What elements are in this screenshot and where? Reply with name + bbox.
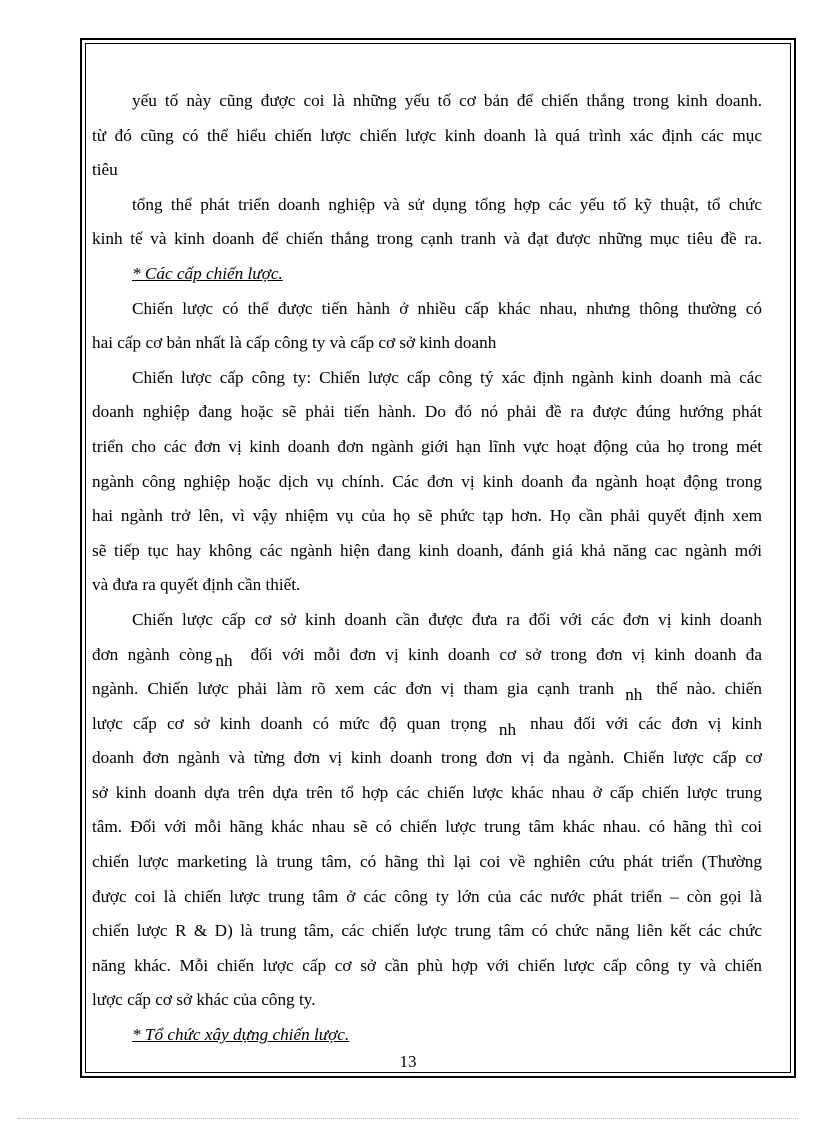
body-text [92, 84, 762, 1053]
text-fragment: nhau đối với các đơn vị kinh [530, 713, 762, 733]
text-line [92, 707, 762, 742]
text-line: Chiến lược cấp cơ sở kinh doanh cần được đưa ra đối với các đơn vị kinh doanh [132, 609, 762, 629]
text-fragment: đơn ngành còng [92, 644, 213, 664]
text-line: lược cấp cơ sở khác của công ty. [92, 990, 316, 1010]
text-line: yếu tố này cũng được coi là những yếu tố cơ bản để chiến thắng trong kinh doanh. [132, 91, 762, 110]
section-heading-build-text: * Tổ chức xây dựng chiến lược. [132, 1025, 350, 1045]
text-line: sẽ tiếp tục hay không các ngành hiện đang kinh doanh, đánh giá khả năng cac ngành mới [92, 540, 762, 560]
text-line: và đưa ra quyết định cần thiết. [92, 575, 301, 595]
text-fragment: thế nào. chiến [656, 679, 763, 699]
text-line: tâm. Đối với mỗi hãng khác nhau sẽ có chiến lược trung tâm khác nhau. có hãng thì coi [92, 817, 762, 837]
text-line: từ đó cũng có thể hiểu chiến lược chiến lược kinh doanh là quá trình xác định các mục [92, 125, 762, 145]
page-number: 13 [399, 1052, 417, 1071]
text-line: kinh tế và kinh doanh để chiến thắng trong cạnh tranh và đạt được những mục tiêu đề ra. [92, 229, 762, 249]
text-fragment: ngành. Chiến lược phải làm rõ xem các đơn vị tham gia cạnh tranh [92, 679, 615, 699]
text-line: tiêu [92, 160, 118, 180]
text-fragment: đối với mỗi đơn vị kinh doanh cơ sở trong đơn vị kinh doanh đa [250, 644, 762, 664]
text-line: sở kinh doanh dựa trên dựa trên tổ hợp các chiến lược khác nhau ở cấp chiến lược trung [92, 782, 762, 802]
text-line: ngành công nghiệp hoặc dịch vụ chính. Các đơn vị kinh doanh đa ngành hoạt động trong [92, 471, 762, 491]
text-line: hai cấp cơ bản nhất là cấp công ty và cấp cơ sở kinh doanh [92, 333, 497, 353]
text-line: triển cho các đơn vị kinh doanh đơn ngành giới hạn lĩnh vực hoạt động của họ trong mét [92, 436, 762, 456]
text-line: chiến lược marketing là trung tâm, có hãng thì lại coi về nghiên cứu phát triển (Thường [92, 852, 762, 872]
text-line [92, 672, 762, 707]
text-line: tổng thể phát triển doanh nghiệp và sử dụng tổng hợp các yếu tố kỹ thuật, tổ chức [132, 194, 762, 214]
text-line: Chiến lược có thể được tiến hành ở nhiều cấp khác nhau, nhưng thông thường có [132, 298, 762, 318]
text-line [92, 638, 762, 673]
text-line: chiến lược R & D) là trung tâm, các chiến lược trung tâm có chức năng liên kết các chức [92, 921, 762, 941]
bottom-dotted-divider [18, 1118, 798, 1119]
section-heading-levels-text: * Các cấp chiến lược. [132, 263, 283, 283]
text-line: được coi là chiến lược trung tâm ở các công ty lớn của các nước phát triển – còn gọi là [92, 886, 762, 906]
text-line: doanh đơn ngành và từng đơn vị kinh doanh trong đơn vị đa ngành. Chiến lược cấp cơ [92, 748, 762, 768]
subscript-fragment: nh [215, 650, 233, 670]
text-line: doanh nghiệp đang hoặc sẽ phải tiến hành. Do đó nó phải đề ra được đúng hướng phát [92, 402, 762, 422]
text-fragment: lược cấp cơ sở kinh doanh có mức độ quan trọng [92, 713, 487, 733]
text-line: Chiến lược cấp công ty: Chiến lược cấp công tý xác định ngành kinh doanh mà các [132, 367, 762, 387]
text-line: năng khác. Mỗi chiến lược cấp cơ sở cần phù hợp với chiến lược cấp công ty và chiến [92, 955, 762, 975]
section-heading-build [92, 1018, 762, 1053]
subscript-fragment: nh [625, 685, 643, 705]
section-heading-levels [92, 257, 762, 292]
text-line: hai ngành trở lên, vì vậy nhiệm vụ của họ sẽ phức tạp hơn. Họ cần phải quyết định xem [92, 506, 762, 526]
subscript-fragment: nh [498, 719, 517, 739]
